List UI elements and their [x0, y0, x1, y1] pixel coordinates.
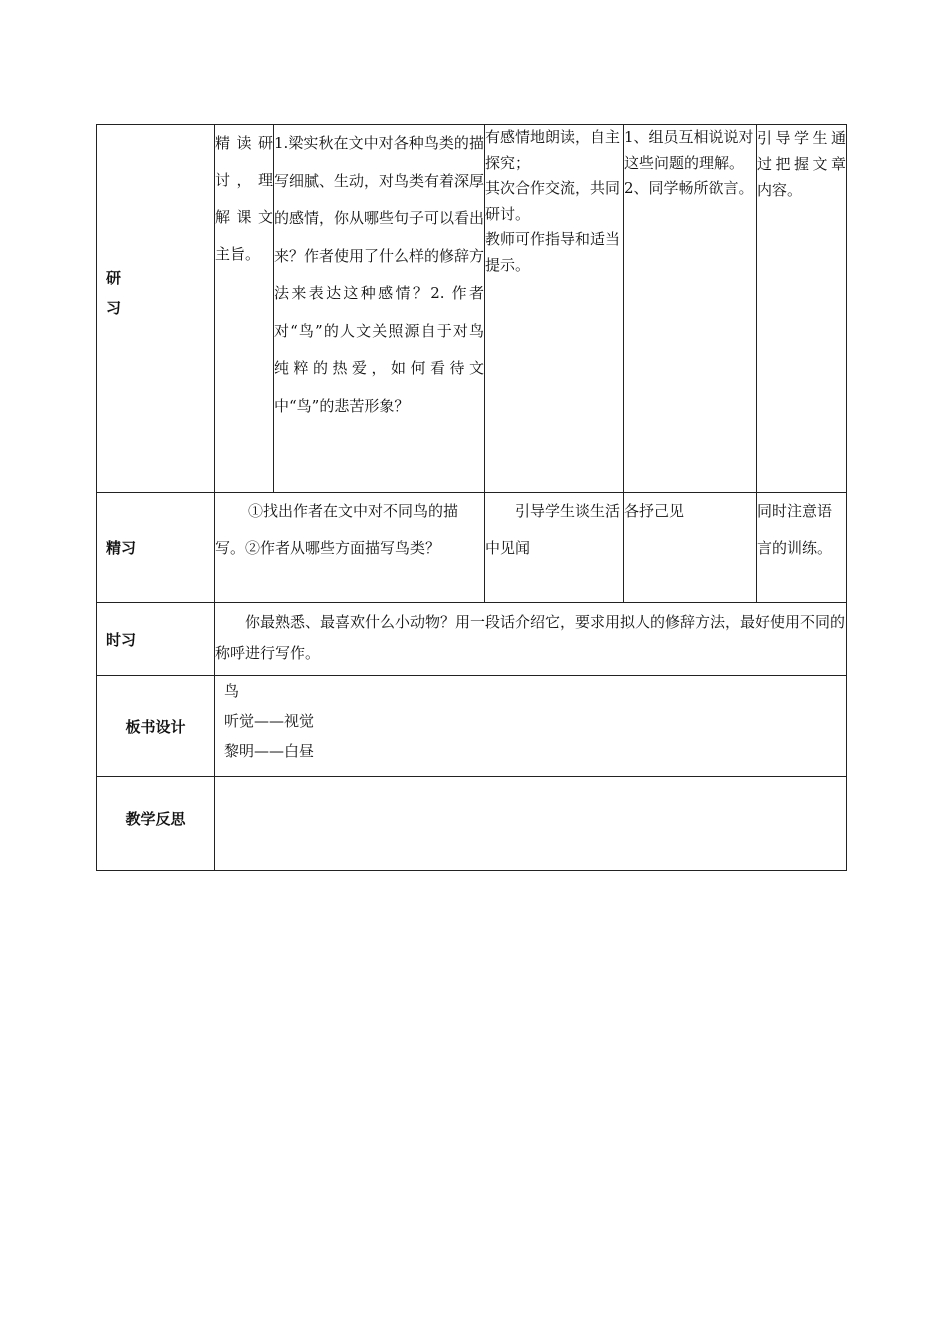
banshu-line-3: 黎明——白昼 — [224, 742, 315, 760]
lesson-plan-table — [96, 124, 847, 871]
student-cell-yanxi — [624, 125, 757, 493]
row-yanxi — [97, 125, 847, 493]
teacher-line-2: 其次合作交流，共同研讨。 — [485, 179, 621, 223]
step-cell-yanxi — [215, 125, 274, 493]
questions-cell-jingxi — [215, 493, 485, 603]
row-shixi — [97, 603, 847, 676]
student-line-1: 1、组员互相说说对这些问题的理解。 — [624, 128, 754, 172]
questions-cell-yanxi — [274, 125, 485, 493]
label-cell-yanxi — [97, 125, 215, 493]
label-jingxi: 精习 — [106, 539, 137, 557]
label-banshu: 板书设计 — [125, 717, 186, 736]
questions-text-yanxi: 1.梁实秋在文中对各种鸟类的描写细腻、生动，对鸟类有着深厚的感情，你从哪些句子可以看出来？作者使用了什么样的修辞方法来表达这种感情？2. 作者对“鸟”的人文关照源自于对鸟纯粹的热爱，如何看待文中“鸟”的悲苦形象？ — [274, 134, 485, 415]
label-cell-banshu — [97, 676, 215, 777]
label-cell-fansi — [97, 777, 215, 871]
content-text-shixi: 你最熟悉、最喜欢什么小动物？用一段话介绍它，要求用拟人的修辞方法，最好使用不同的称呼进行写作。 — [215, 613, 846, 662]
intent-cell-yanxi — [757, 125, 847, 493]
row-banshu — [97, 676, 847, 777]
teacher-line-1: 有感情地朗读，自主探究； — [485, 128, 621, 172]
label-cell-shixi — [97, 603, 215, 676]
questions-text-jingxi: ①找出作者在文中对不同鸟的描写。②作者从哪些方面描写鸟类？ — [215, 502, 459, 557]
label-yanxi-line1: 研 — [106, 268, 122, 287]
label-fansi: 教学反思 — [125, 810, 186, 828]
teacher-cell-yanxi — [485, 125, 624, 493]
student-line-2: 2、同学畅所欲言。 — [624, 179, 754, 197]
content-cell-fansi — [215, 777, 847, 871]
label-cell-jingxi — [97, 493, 215, 603]
teacher-cell-jingxi — [485, 493, 624, 603]
content-cell-shixi — [215, 603, 847, 676]
content-cell-banshu — [215, 676, 847, 777]
teacher-line-3: 教师可作指导和适当提示。 — [485, 230, 621, 274]
banshu-line-2: 听觉——视觉 — [224, 712, 315, 730]
intent-text-jingxi: 同时注意语言的训练。 — [757, 502, 833, 557]
row-fansi — [97, 777, 847, 871]
student-cell-jingxi — [624, 493, 757, 603]
teacher-text-jingxi: 引导学生谈生活中见闻 — [485, 502, 621, 557]
banshu-line-1: 鸟 — [224, 682, 240, 700]
intent-cell-jingxi — [757, 493, 847, 603]
step-text-yanxi: 精读研讨，理解课文主旨。 — [215, 134, 273, 263]
intent-text-yanxi: 引导学生通过把握文章内容。 — [757, 129, 846, 199]
student-text-jingxi: 各抒己见 — [624, 502, 685, 520]
label-shixi: 时习 — [106, 630, 137, 649]
label-yanxi-line2: 习 — [106, 298, 122, 317]
row-jingxi — [97, 493, 847, 603]
